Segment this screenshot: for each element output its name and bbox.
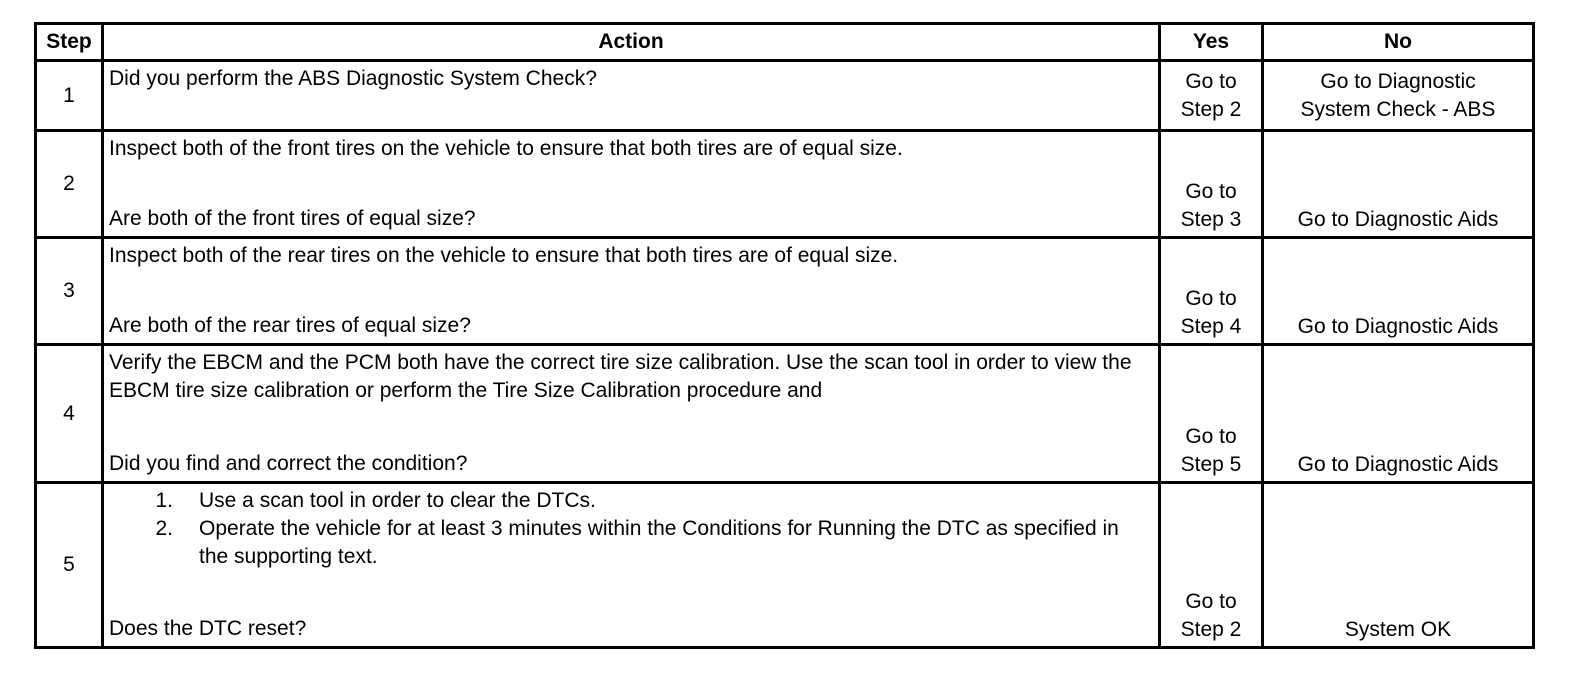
- action-cell: [103, 483, 1160, 648]
- action-list: [109, 487, 1153, 571]
- action-text: Verify the EBCM and the PCM both have the correct tire size calibration. Use the scan tool in order to view the EBCM tire size calibration or perform the Tire Size Calibration procedure and: [109, 351, 1132, 402]
- no-line-2: System Check - ABS: [1300, 97, 1496, 121]
- list-item-text: Operate the vehicle for at least 3 minutes within the Conditions for Running the DTC as specified in the supporting text.: [199, 517, 1119, 568]
- step-number: 3: [36, 238, 103, 345]
- yes-line-1: Go to: [1185, 69, 1237, 93]
- no-cell: [1263, 61, 1534, 131]
- action-cell: [103, 238, 1160, 345]
- yes-cell: [1160, 483, 1263, 648]
- action-question: Did you find and correct the condition?: [109, 452, 468, 475]
- header-yes: Yes: [1160, 24, 1263, 61]
- table-row: [36, 345, 1534, 483]
- action-cell: [103, 131, 1160, 238]
- action-question: Are both of the front tires of equal size?: [109, 207, 476, 230]
- table-row: [36, 61, 1534, 131]
- list-item-number: 2.: [155, 517, 173, 540]
- step-number: 1: [36, 61, 103, 131]
- action-text: Inspect both of the front tires on the vehicle to ensure that both tires are of equal size.: [109, 137, 903, 160]
- header-row: [36, 24, 1534, 61]
- action-cell: [103, 345, 1160, 483]
- header-action: Action: [103, 24, 1160, 61]
- table-row: [36, 131, 1534, 238]
- list-item-text: Use a scan tool in order to clear the DTCs.: [199, 489, 596, 512]
- action-question: Does the DTC reset?: [109, 617, 307, 640]
- step-number: 4: [36, 345, 103, 483]
- yes-cell: [1160, 345, 1263, 483]
- step-number: 5: [36, 483, 103, 648]
- yes-line-1: Go to: [1185, 180, 1237, 203]
- yes-line-2: Step 2: [1180, 97, 1242, 121]
- action-cell: [103, 61, 1160, 131]
- list-item-number: 1.: [155, 489, 173, 512]
- list-item: [109, 487, 1153, 515]
- list-item: [109, 515, 1153, 571]
- yes-line-2: Step 4: [1180, 315, 1242, 338]
- no-cell: Go to Diagnostic Aids: [1263, 345, 1534, 483]
- yes-line-1: Go to: [1185, 590, 1237, 613]
- step-number: 2: [36, 131, 103, 238]
- yes-cell: [1160, 61, 1263, 131]
- yes-line-2: Step 3: [1180, 208, 1242, 231]
- yes-line-1: Go to: [1185, 425, 1237, 448]
- no-cell: Go to Diagnostic Aids: [1263, 131, 1534, 238]
- header-step: Step: [36, 24, 103, 61]
- diagnostic-table: [34, 22, 1535, 649]
- yes-line-1: Go to: [1185, 287, 1237, 310]
- no-line-1: Go to Diagnostic: [1320, 69, 1476, 93]
- table-row: [36, 238, 1534, 345]
- yes-cell: [1160, 131, 1263, 238]
- yes-line-2: Step 2: [1180, 618, 1242, 641]
- no-cell: Go to Diagnostic Aids: [1263, 238, 1534, 345]
- action-text: Did you perform the ABS Diagnostic System Check?: [109, 67, 597, 90]
- yes-cell: [1160, 238, 1263, 345]
- table-row: [36, 483, 1534, 648]
- action-text: Inspect both of the rear tires on the vehicle to ensure that both tires are of equal size.: [109, 244, 899, 267]
- header-no: No: [1263, 24, 1534, 61]
- action-question: Are both of the rear tires of equal size?: [109, 314, 471, 337]
- yes-line-2: Step 5: [1180, 453, 1242, 476]
- no-cell: System OK: [1263, 483, 1534, 648]
